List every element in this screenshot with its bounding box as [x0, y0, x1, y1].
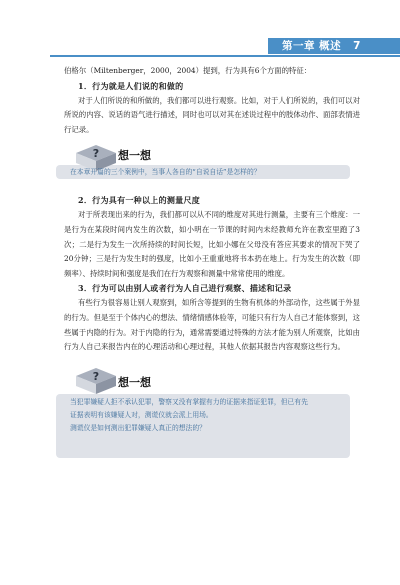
section-heading-3: 3．行为可以由别人或者行为人自己进行观察、描述和记录	[78, 283, 292, 294]
page-body	[64, 64, 360, 466]
section-heading-2: 2．行为具有一种以上的测量尺度	[78, 195, 201, 206]
question-mark-cube-icon	[74, 366, 118, 396]
think-box-2	[56, 364, 360, 460]
think-text-2	[70, 396, 308, 435]
section-1-paragraph: 对于人们所说的和所做的，我们都可以进行观察。比如，对于人们所说的，我们可以对所说的内容、说话的语气进行描述，同时也可以对其在述说过程中的肢体动作、面部表情进行记录。	[64, 95, 360, 134]
chapter-title: 第一章 概述	[282, 40, 342, 52]
think-text-2-line-2: 证据表明有该嫌疑人对，测谎仪就会派上用场。	[70, 410, 213, 419]
think-title-1: 想一想	[118, 149, 151, 163]
think-text-2-line-3: 测谎仪是如何测出犯罪嫌疑人真正的想法的？	[70, 423, 206, 432]
svg-text:?: ?	[92, 369, 100, 383]
section-heading-1: 1．行为就是人们说的和做的	[78, 80, 184, 91]
think-text-2-line-1: 当犯罪嫌疑人拒不承认犯罪，警察又没有掌握有力的证据来指证犯罪，但已有先	[70, 397, 308, 406]
header-rule	[50, 55, 400, 57]
think-text-1: 在本章开篇的三个案例中，当事人各自的“自说自话”是怎样的？	[70, 168, 261, 177]
intro-paragraph: 伯格尔（Miltenberger，2000，2004）提到，行为具有6个方面的特征：	[64, 66, 312, 75]
section-2-paragraph: 对于所表现出来的行为，我们都可以从不同的维度对其进行测量，主要有三个维度：一是行为在某段时间内发生的次数，如小明在一节课的时间内未经教师允许在教室里跑了3次；二是行为发生一次所持续的时间长短，比如小娜在父母没有答应其要求的情况下哭了20分钟；三是行为发生时的强度，比如小王重重地将书本扔在地上。行为发生的次数（即频率）、持续时间和强度是我们在行为观察和测量中常常使用的维度。	[64, 210, 360, 278]
think-title-2: 想一想	[118, 375, 151, 389]
section-3-paragraph: 有些行为很容易让别人观察到，如所含等提到的生物有机体的外部动作，这些属于外显的行为。但是至于个体内心的想法、情绪情感体验等，可能只有行为人自己才能体察到，这些属于内隐的行为。对于内隐的行为，通常需要通过特殊的方法才能为别人所观察，比如由行为人自己来报告内在的心理活动和心理过程，其他人依据其报告内容观察这些行为。	[64, 298, 360, 352]
chapter-header	[282, 38, 361, 54]
think-box-1	[56, 145, 360, 187]
svg-text:?: ?	[92, 147, 100, 161]
page-number: 7	[353, 40, 361, 52]
